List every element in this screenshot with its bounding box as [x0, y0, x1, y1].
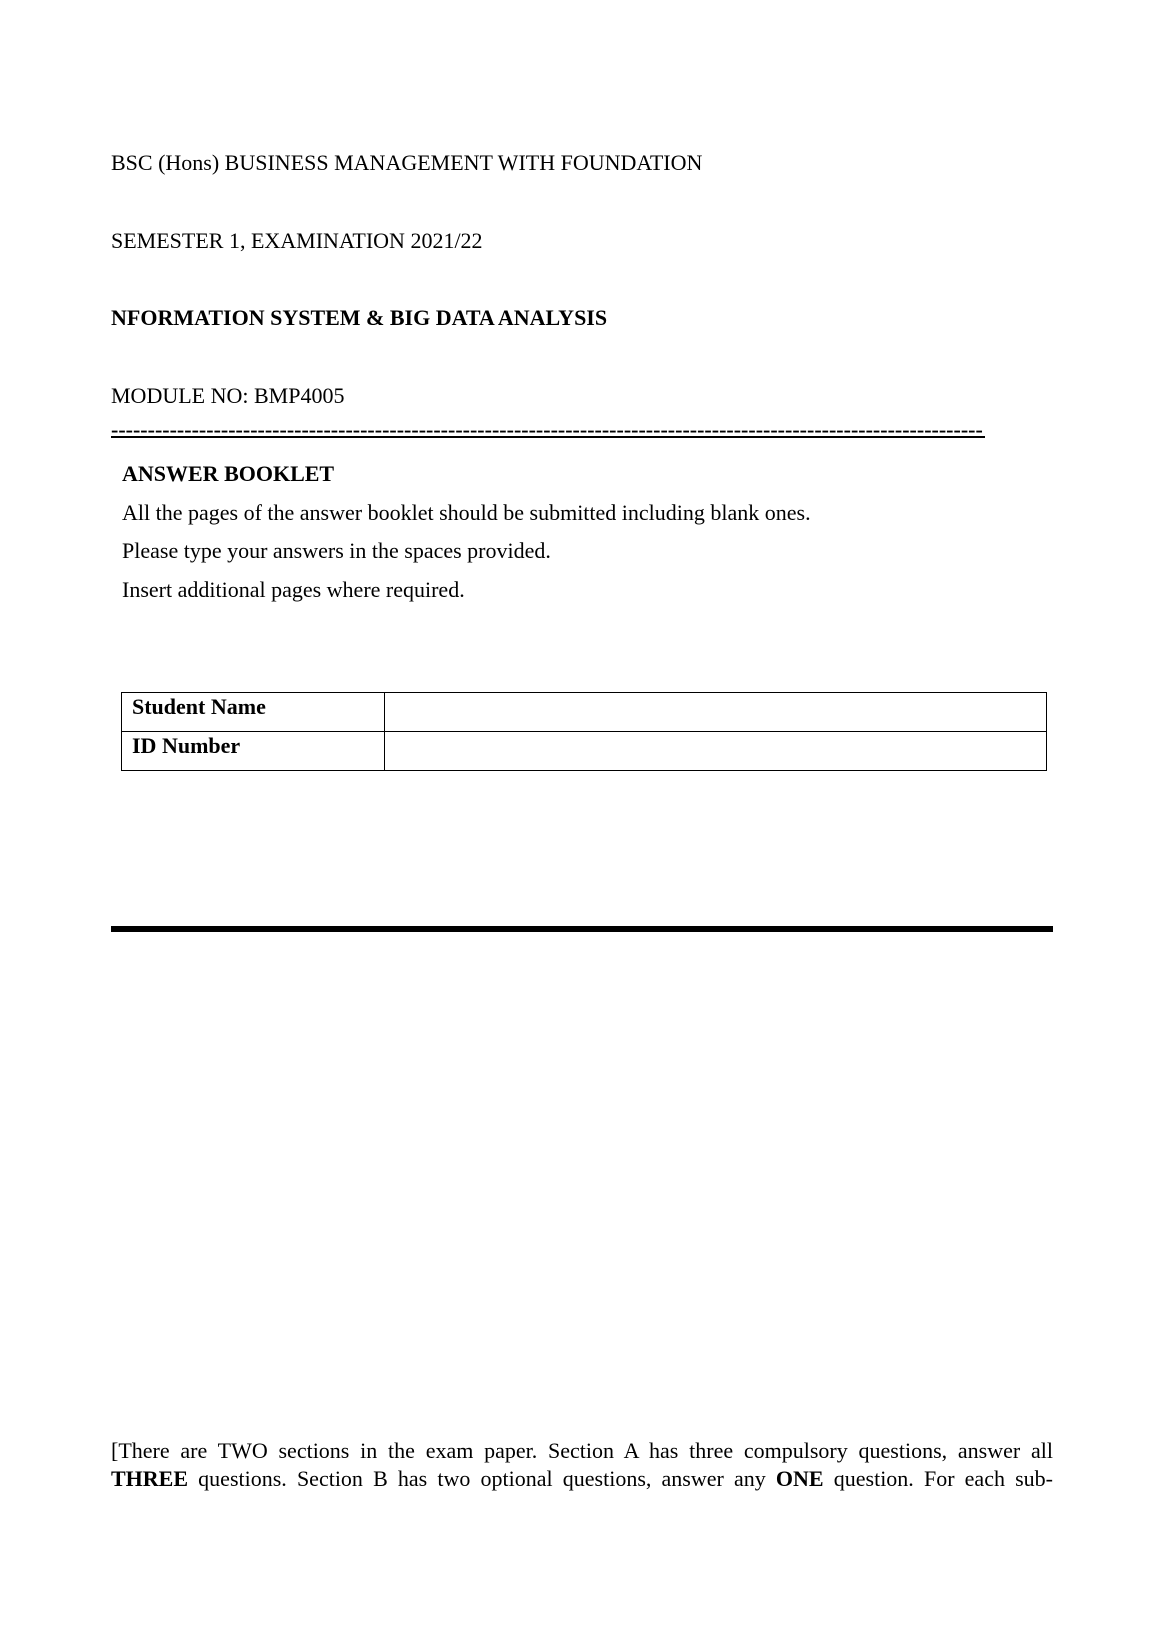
paragraph-line-1: [There are TWO sections in the exam paper. Section A has three compulsory questions, answer all: [111, 1438, 1053, 1463]
id-number-field[interactable]: [385, 732, 1047, 771]
section-divider: [111, 926, 1053, 932]
student-name-label: Student Name: [122, 693, 385, 732]
instruction-type-answers: Please type your answers in the spaces provided.: [122, 538, 551, 563]
instruction-additional-pages: Insert additional pages where required.: [122, 577, 465, 602]
booklet-heading: ANSWER BOOKLET: [122, 461, 335, 486]
emphasis-one: ONE: [775, 1466, 824, 1491]
programme-title: BSC (Hons) BUSINESS MANAGEMENT WITH FOUNDATION: [111, 150, 703, 175]
instruction-submit-all-pages: All the pages of the answer booklet should be submitted including blank ones.: [122, 500, 811, 525]
module-number: MODULE NO: BMP4005: [111, 383, 345, 408]
dashed-divider: -----------------------------------------------------------------------------------------------------------------------: [111, 424, 985, 438]
paragraph-line-2-mid: questions. Section B has two optional questions, answer any: [188, 1466, 776, 1491]
paragraph-line-2-end: question. For each sub-: [823, 1466, 1054, 1491]
table-row: [122, 732, 1047, 771]
id-number-label: ID Number: [122, 732, 385, 771]
exam-instructions-paragraph: [111, 1437, 1053, 1493]
emphasis-three: THREE: [111, 1466, 189, 1491]
semester-line: SEMESTER 1, EXAMINATION 2021/22: [111, 228, 483, 253]
student-name-field[interactable]: [385, 693, 1047, 732]
module-title: NFORMATION SYSTEM & BIG DATA ANALYSIS: [111, 305, 608, 330]
paragraph-line-2: [111, 1465, 1053, 1493]
table-row: [122, 693, 1047, 732]
student-details-table: [121, 692, 1047, 771]
